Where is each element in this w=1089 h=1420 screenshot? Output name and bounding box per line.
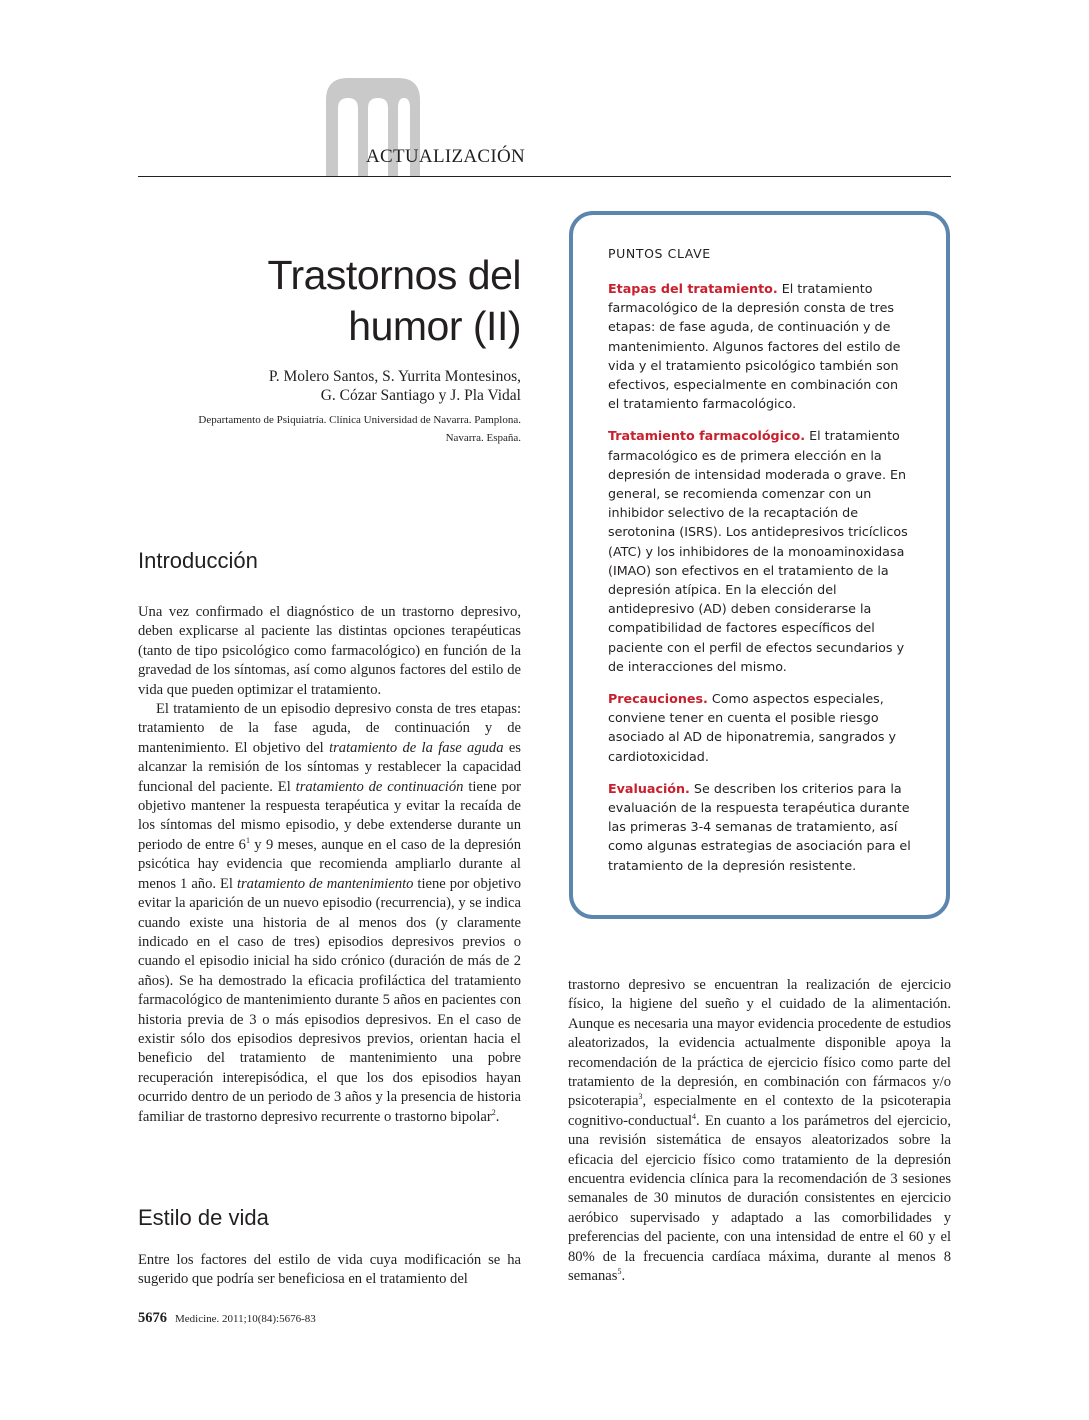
introduction-body [138, 603, 521, 1127]
key-point-term: Evaluación. [608, 780, 690, 796]
key-points-body [608, 279, 913, 888]
right-column-body [568, 976, 951, 1287]
paragraph: Entre los factores del estilo de vida cuya modificación se ha sugerido que podría ser beneficiosa en el tratamiento del [138, 1252, 521, 1288]
reference-sup: 1 [245, 836, 250, 846]
estilo-body [138, 1251, 521, 1290]
key-point [608, 779, 913, 875]
key-point-term: Etapas del tratamiento. [608, 281, 778, 296]
key-point [608, 689, 913, 766]
authors [269, 367, 521, 405]
key-point-text: Como aspectos especiales, conviene tener en cuenta el posible riesgo asociado al AD de hiponatremia, sangrados y cardiotoxicidad. [608, 691, 897, 764]
section-heading-introduccion: Introducción [138, 548, 258, 573]
section-heading-estilo-de-vida: Estilo de vida [138, 1205, 269, 1230]
key-point-term: Precauciones. [608, 691, 708, 707]
key-points-title: PUNTOS CLAVE [608, 246, 711, 261]
section-label: ACTUALIZACIÓN [366, 146, 526, 167]
affiliation [198, 411, 521, 447]
header-rule [138, 176, 951, 177]
authors-line: P. Molero Santos, S. Yurrita Montesinos, [268, 368, 521, 385]
reference-sup: 3 [638, 1092, 643, 1102]
title-line: Trastornos del [267, 252, 521, 298]
reference-sup: 2 [491, 1107, 496, 1117]
affiliation-line: Navarra. España. [445, 432, 521, 444]
key-point-text: Se describen los criterios para la evaluación de la respuesta terapéutica durante las primeras 3-4 semanas de tratamiento, así como algunas estrategias de asociación para el tratamiento de la depresión resistente. [608, 780, 911, 873]
page-number: 5676 [138, 1310, 167, 1326]
title-line: humor (II) [348, 303, 521, 349]
key-point-term: Tratamiento farmacológico. [608, 428, 806, 444]
affiliation-line: Departamento de Psiquiatría. Clínica Universidad de Navarra. Pamplona. [198, 414, 521, 426]
paragraph: trastorno depresivo se encuentran la realización de ejercicio físico, la higiene del sueño y el cuidado de la alimentación. Aunque es necesaria una mayor evidencia procedente de estudios aleatorizados, la evidencia actualmente disponible apoya la recomendación de la práctica de ejercicio físico como parte del tratamiento de la depresión, en combinación con fármacos y/o psicoterapia$^3$, especialmente en el contexto de la psicoterapia cognitivo-conductual$^4$. En cuanto a los parámetros del ejercicio, una revisión sistemática de ensayos aleatorizados sobre la eficacia del ejercicio físico como tratamiento de la depresión encuentra evidencia clínica para la recomendación de 3 sesiones semanales de 30 minutos de duración consistentes en ejercicio aeróbico supervisado y adaptado a las comorbilidades y preferencias del paciente, con una intensidad de entre el 60 y el 80% de la frecuencia cardíaca máxima, durante al menos 8 semanas$^5$. [568, 977, 951, 1285]
key-point [608, 426, 913, 676]
emphasis: tratamiento de la fase aguda [329, 739, 504, 756]
paragraph: El tratamiento de un episodio depresivo consta de tres etapas: tratamiento de la fase aguda, de continuación y de mantenimiento. El objetivo del tratamiento de la fase aguda es alcanzar la remisión de los síntomas y restablecer la capacidad funcional del paciente. El tratamiento de continuación tiene por objetivo mantener la respuesta terapéutica y evitar la recaída de los síntomas del mismo episodio, y debe extenderse durante un periodo de entre $6^1$ y 9 meses, aunque en el caso de la depresión psicótica hay evidencia que recomienda ampliarlo durante al menos 1 año. El tratamiento de mantenimiento tiene por objetivo evitar la aparición de un nuevo episodio (recurrencia), y se indica cuando existe una historia de al menos dos (y claramente indicado en el caso de tres) episodios depresivos previos o cuando el episodio inicial ha sido crónico (duración de más de 2 años). Se ha demostrado la eficacia profiláctica del tratamiento farmacológico de mantenimiento durante 5 años en pacientes con historia previa de 3 o más episodios depresivos. En el caso de existir sólo dos episodios depresivos previos, orientan hacia el beneficio del tratamiento de mantenimiento una pobre recuperación interepisódica, el que los dos episodios hayan ocurrido dentro de un periodo de 3 años y la presencia de historia familiar de trastorno depresivo recurrente o trastorno bipolar$^2$. [138, 701, 521, 1125]
citation: Medicine. 2011;10(84):5676-83 [175, 1313, 316, 1325]
paragraph: Una vez confirmado el diagnóstico de un trastorno depresivo, deben explicarse al paciente las distintas opciones terapéuticas (tanto de tipo psicológico como farmacológico) en función de la gravedad de los síntomas, así como algunos factores del estilo de vida que pueden optimizar el tratamiento. [138, 604, 521, 698]
reference-sup: 4 [692, 1111, 697, 1121]
key-point-text: El tratamiento farmacológico de la depresión consta de tres etapas: de fase aguda, de continuación y de mantenimiento. Algunos factores del estilo de vida y el tratamiento psicológico también son efectivos, especialmente en combinación con el tratamiento farmacológico. [608, 281, 901, 412]
article-title [267, 250, 521, 352]
authors-line: G. Cózar Santiago y J. Pla Vidal [320, 387, 521, 404]
key-point [608, 279, 913, 413]
emphasis: tratamiento de continuación [295, 778, 464, 795]
footer [138, 1310, 316, 1327]
emphasis: tratamiento de mantenimiento [236, 875, 414, 892]
reference-sup: 5 [617, 1267, 622, 1277]
key-point-text: El tratamiento farmacológico es de primera elección en la depresión de intensidad moderada o grave. En general, se recomienda comenzar con un inhibidor selectivo de la recaptación de serotonina (ISRS). Los antidepresivos tricíclicos (ATC) y los inhibidores de la monoaminoxidasa (IMAO) son efectivos en el tratamiento de la depresión atípica. En la elección del antidepresivo (AD) deben considerarse la compatibilidad de factores específicos del paciente con el perfil de efectos secundarios y de interacciones del mismo. [608, 428, 908, 674]
